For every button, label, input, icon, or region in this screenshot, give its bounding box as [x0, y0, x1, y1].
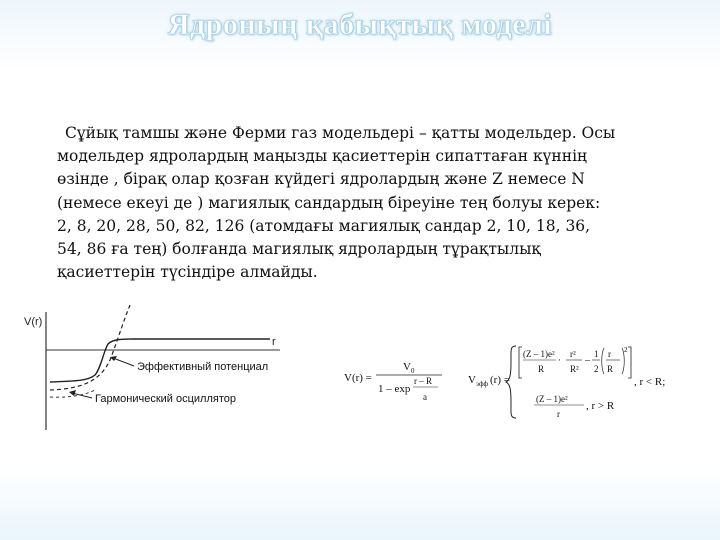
x-axis-label: r — [272, 336, 276, 348]
formula2-top-two: 2 — [594, 364, 599, 374]
harmonic-oscillator-label: Гармонический осциллятор — [95, 393, 236, 405]
formula2-lhs: V — [468, 374, 476, 386]
paragraph-text: Сұйық тамшы және Ферми газ модельдері – қатты модельдер. Осы модельдер ядролардың маңызды қасиеттерін сипаттаған күннің өзінде , бірақ олар қозған күйдегі ядролардың және Z немесе N (немесе екеуі де ) магиялық сандардың біреуіне тең болуы керек: 2, 8, 20, 28, 50, 82, 126 (атомдағы магиялық сандар 2, 10, 18, 36, 54, 86 ға тең) болғанда магиялық ядролардың тұрақтылық қасиеттерін түсіндіре алмайды. — [57, 124, 616, 282]
formula2-top-frac: r² — [570, 349, 576, 359]
formula2-cond2: , r > R — [586, 400, 615, 412]
formula1-den-r: r – R — [414, 376, 432, 386]
harmonic-pointer-head — [69, 390, 76, 396]
formula2-bottom-r: r — [557, 409, 560, 419]
slide-title: Ядроның қабықтық моделі — [167, 8, 553, 41]
formula2-cond1: , r < R; — [634, 376, 666, 388]
potential-graph — [24, 305, 280, 430]
formula2-top-half: 1 — [594, 349, 599, 359]
formula1-num-sub: 0 — [411, 367, 415, 375]
formula1-den-a: a — [423, 392, 427, 402]
formula2-top-r4: R — [607, 364, 614, 374]
effective-pointer — [113, 358, 134, 366]
formula1-numerator: V — [403, 361, 411, 373]
formula2-top-r: R — [538, 364, 545, 374]
effective-potential-formula — [468, 346, 665, 419]
y-axis-label: V(r) — [24, 316, 43, 328]
formula2-top-term1: (Z – 1)e² — [523, 349, 555, 359]
formula2-top-r2: R² — [570, 364, 579, 374]
formula2-top-minus: · — [558, 355, 561, 365]
formula2-top-minus2: – — [585, 355, 590, 366]
formula2-lhs-sub: эфф — [476, 380, 488, 388]
formula2-top-bracket-right — [628, 347, 631, 378]
formula2-bottom-num: (Z – 1)e² — [536, 394, 568, 404]
formula2-lhs-tail: (r) = — [490, 374, 510, 386]
formula1-lhs: V(r) = — [344, 372, 372, 384]
formula2-top-bracket-left — [519, 347, 522, 378]
formula2-top-r3: r — [608, 349, 611, 359]
woods-saxon-formula — [344, 361, 442, 402]
effective-potential-label: Эффективный потенциал — [137, 361, 269, 373]
formula1-den-prefix: 1 – exp — [378, 383, 411, 395]
formula2-top-sq: 2 — [624, 346, 628, 354]
